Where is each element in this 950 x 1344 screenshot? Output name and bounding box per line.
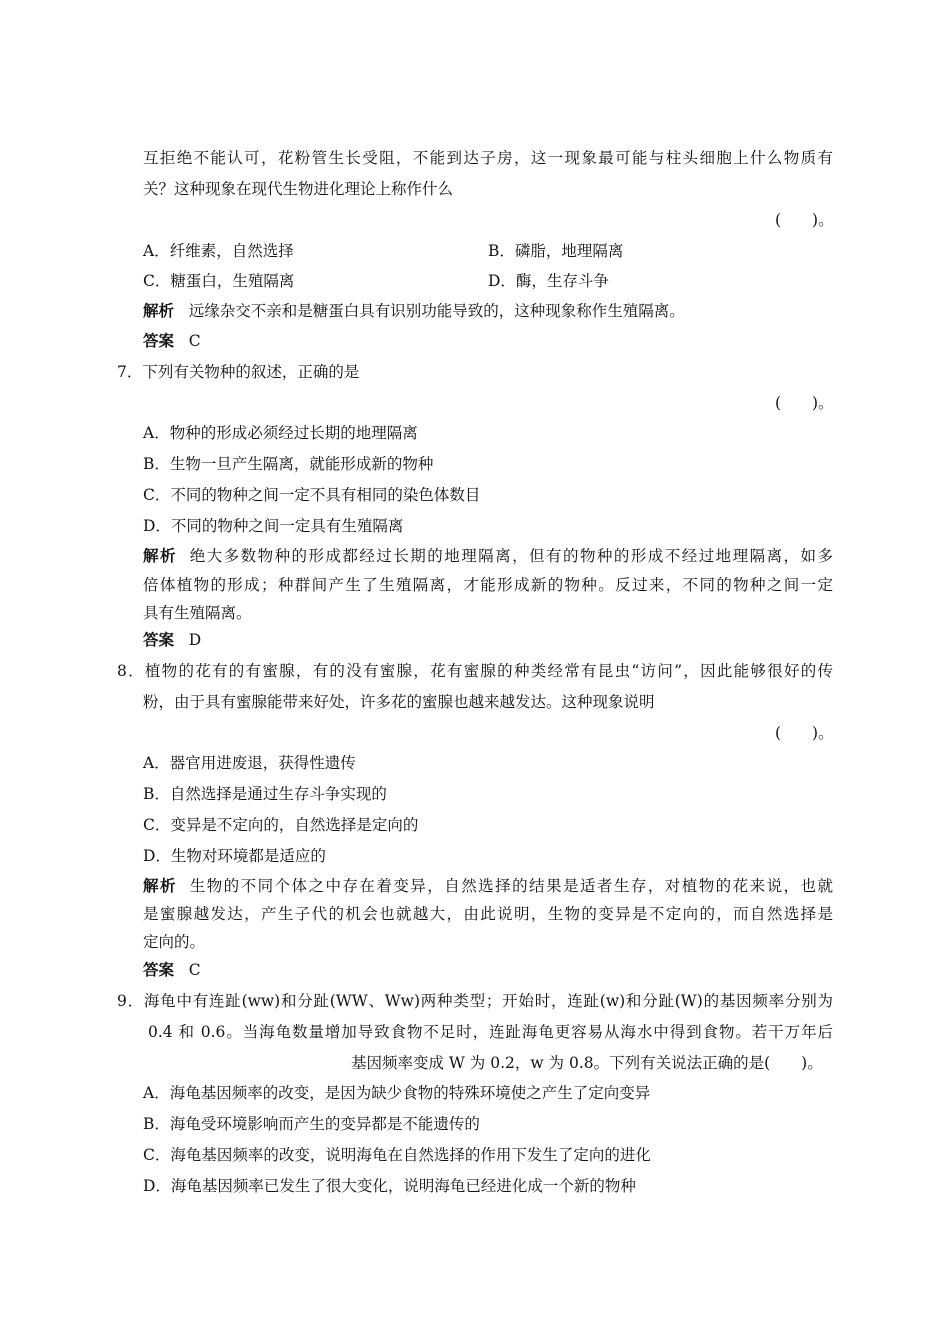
q7-answer-paren: ( )。 [775, 394, 834, 412]
q6-analysis-label: 解析 [143, 301, 175, 320]
q9-option-c: C．海龟基因频率的改变，说明海龟在自然选择的作用下发生了定向的进化 [143, 1146, 651, 1164]
q7-analysis-line3: 具有生殖隔离。 [143, 604, 252, 622]
q7-analysis-text1: 绝大多数物种的形成都经过长期的地理隔离，但有的物种的形成不经过地理隔离，如多 [189, 547, 833, 565]
q8-analysis-line3: 定向的。 [143, 933, 206, 951]
q9-option-b: B．海龟受环境影响而产生的变异都是不能遗传的 [143, 1115, 480, 1133]
q6-analysis-text: 远缘杂交不亲和是糖蛋白具有识别功能导致的，这种现象称作生殖隔离。 [188, 302, 685, 320]
q8-stem-line2: 粉，由于具有蜜腺能带来好处，许多花的蜜腺也越来越发达。这种现象说明 [143, 693, 655, 711]
q7-answer [143, 630, 201, 650]
q7-option-b: B．生物一旦产生隔离，就能形成新的物种 [143, 455, 434, 473]
q7-analysis-label: 解析 [143, 546, 177, 565]
q6-option-a: A．纤维素，自然选择 [143, 242, 294, 260]
q7-stem: 7．下列有关物种的叙述，正确的是 [117, 363, 360, 381]
q6-analysis [143, 301, 685, 321]
q8-answer-paren: ( )。 [775, 724, 834, 742]
q8-analysis-text1: 生物的不同个体之中存在着变异，自然选择的结果是适者生存，对植物的花来说，也就 [189, 877, 833, 895]
q7-analysis-line2: 倍体植物的形成；种群间产生了生殖隔离，才能形成新的物种。反过来，不同的物种之间一定 [143, 576, 833, 594]
q7-analysis-line1 [143, 546, 833, 566]
q8-option-d: D．生物对环境都是适应的 [143, 847, 326, 865]
q8-stem-line1: 8．植物的花有的有蜜腺，有的没有蜜腺，花有蜜腺的种类经常有昆虫“访问”，因此能够很好的传 [117, 662, 833, 680]
q9-option-a: A．海龟基因频率的改变，是因为缺少食物的特殊环境使之产生了定向变异 [143, 1084, 651, 1102]
q6-option-c: C．糖蛋白，生殖隔离 [143, 272, 295, 290]
q6-answer-value: C [188, 332, 201, 350]
q8-option-a: A．器官用进废退，获得性遗传 [143, 754, 356, 772]
q8-analysis-line1 [143, 876, 833, 896]
q6-answer [143, 331, 201, 351]
q7-answer-value: D [188, 631, 202, 649]
q6-stem-line2: 关？这种现象在现代生物进化理论上称作什么 [143, 180, 454, 198]
q6-option-d: D．酶，生存斗争 [488, 272, 609, 290]
q7-option-c: C．不同的物种之间一定不具有相同的染色体数目 [143, 486, 481, 504]
q8-analysis-label: 解析 [143, 876, 177, 895]
q6-option-b: B．磷脂，地理隔离 [488, 242, 624, 260]
q8-answer [143, 960, 201, 980]
q8-answer-value: C [188, 961, 201, 979]
q7-option-a: A．物种的形成必须经过长期的地理隔离 [143, 424, 418, 442]
q7-option-d: D．不同的物种之间一定具有生殖隔离 [143, 517, 404, 535]
q9-stem-line3: 基因频率变成 W 为 0.2，w 为 0.8。下列有关说法正确的是( )。 [351, 1054, 823, 1072]
q6-answer-label: 答案 [143, 331, 175, 350]
q8-analysis-line2: 是蜜腺越发达，产生子代的机会也就越大，由此说明，生物的变异是不定向的，而自然选择是 [143, 905, 833, 923]
q9-stem-line2: 0.4 和 0.6。当海龟数量增加导致食物不足时，连趾海龟更容易从海水中得到食物。若干万年后 [148, 1023, 833, 1041]
q8-option-b: B．自然选择是通过生存斗争实现的 [143, 785, 387, 803]
q6-stem-line1: 互拒绝不能认可，花粉管生长受阻，不能到达子房，这一现象最可能与柱头细胞上什么物质有 [143, 149, 833, 167]
q6-answer-paren: ( )。 [775, 211, 834, 229]
q9-option-d: D．海龟基因频率已发生了很大变化，说明海龟已经进化成一个新的物种 [143, 1177, 636, 1195]
q9-stem-line1: 9．海龟中有连趾(ww)和分趾(WW、Ww)两种类型；开始时，连趾(w)和分趾(W)的基因频率分别为 [117, 992, 833, 1010]
q7-answer-label: 答案 [143, 630, 175, 649]
q8-option-c: C．变异是不定向的，自然选择是定向的 [143, 816, 419, 834]
q8-answer-label: 答案 [143, 960, 175, 979]
